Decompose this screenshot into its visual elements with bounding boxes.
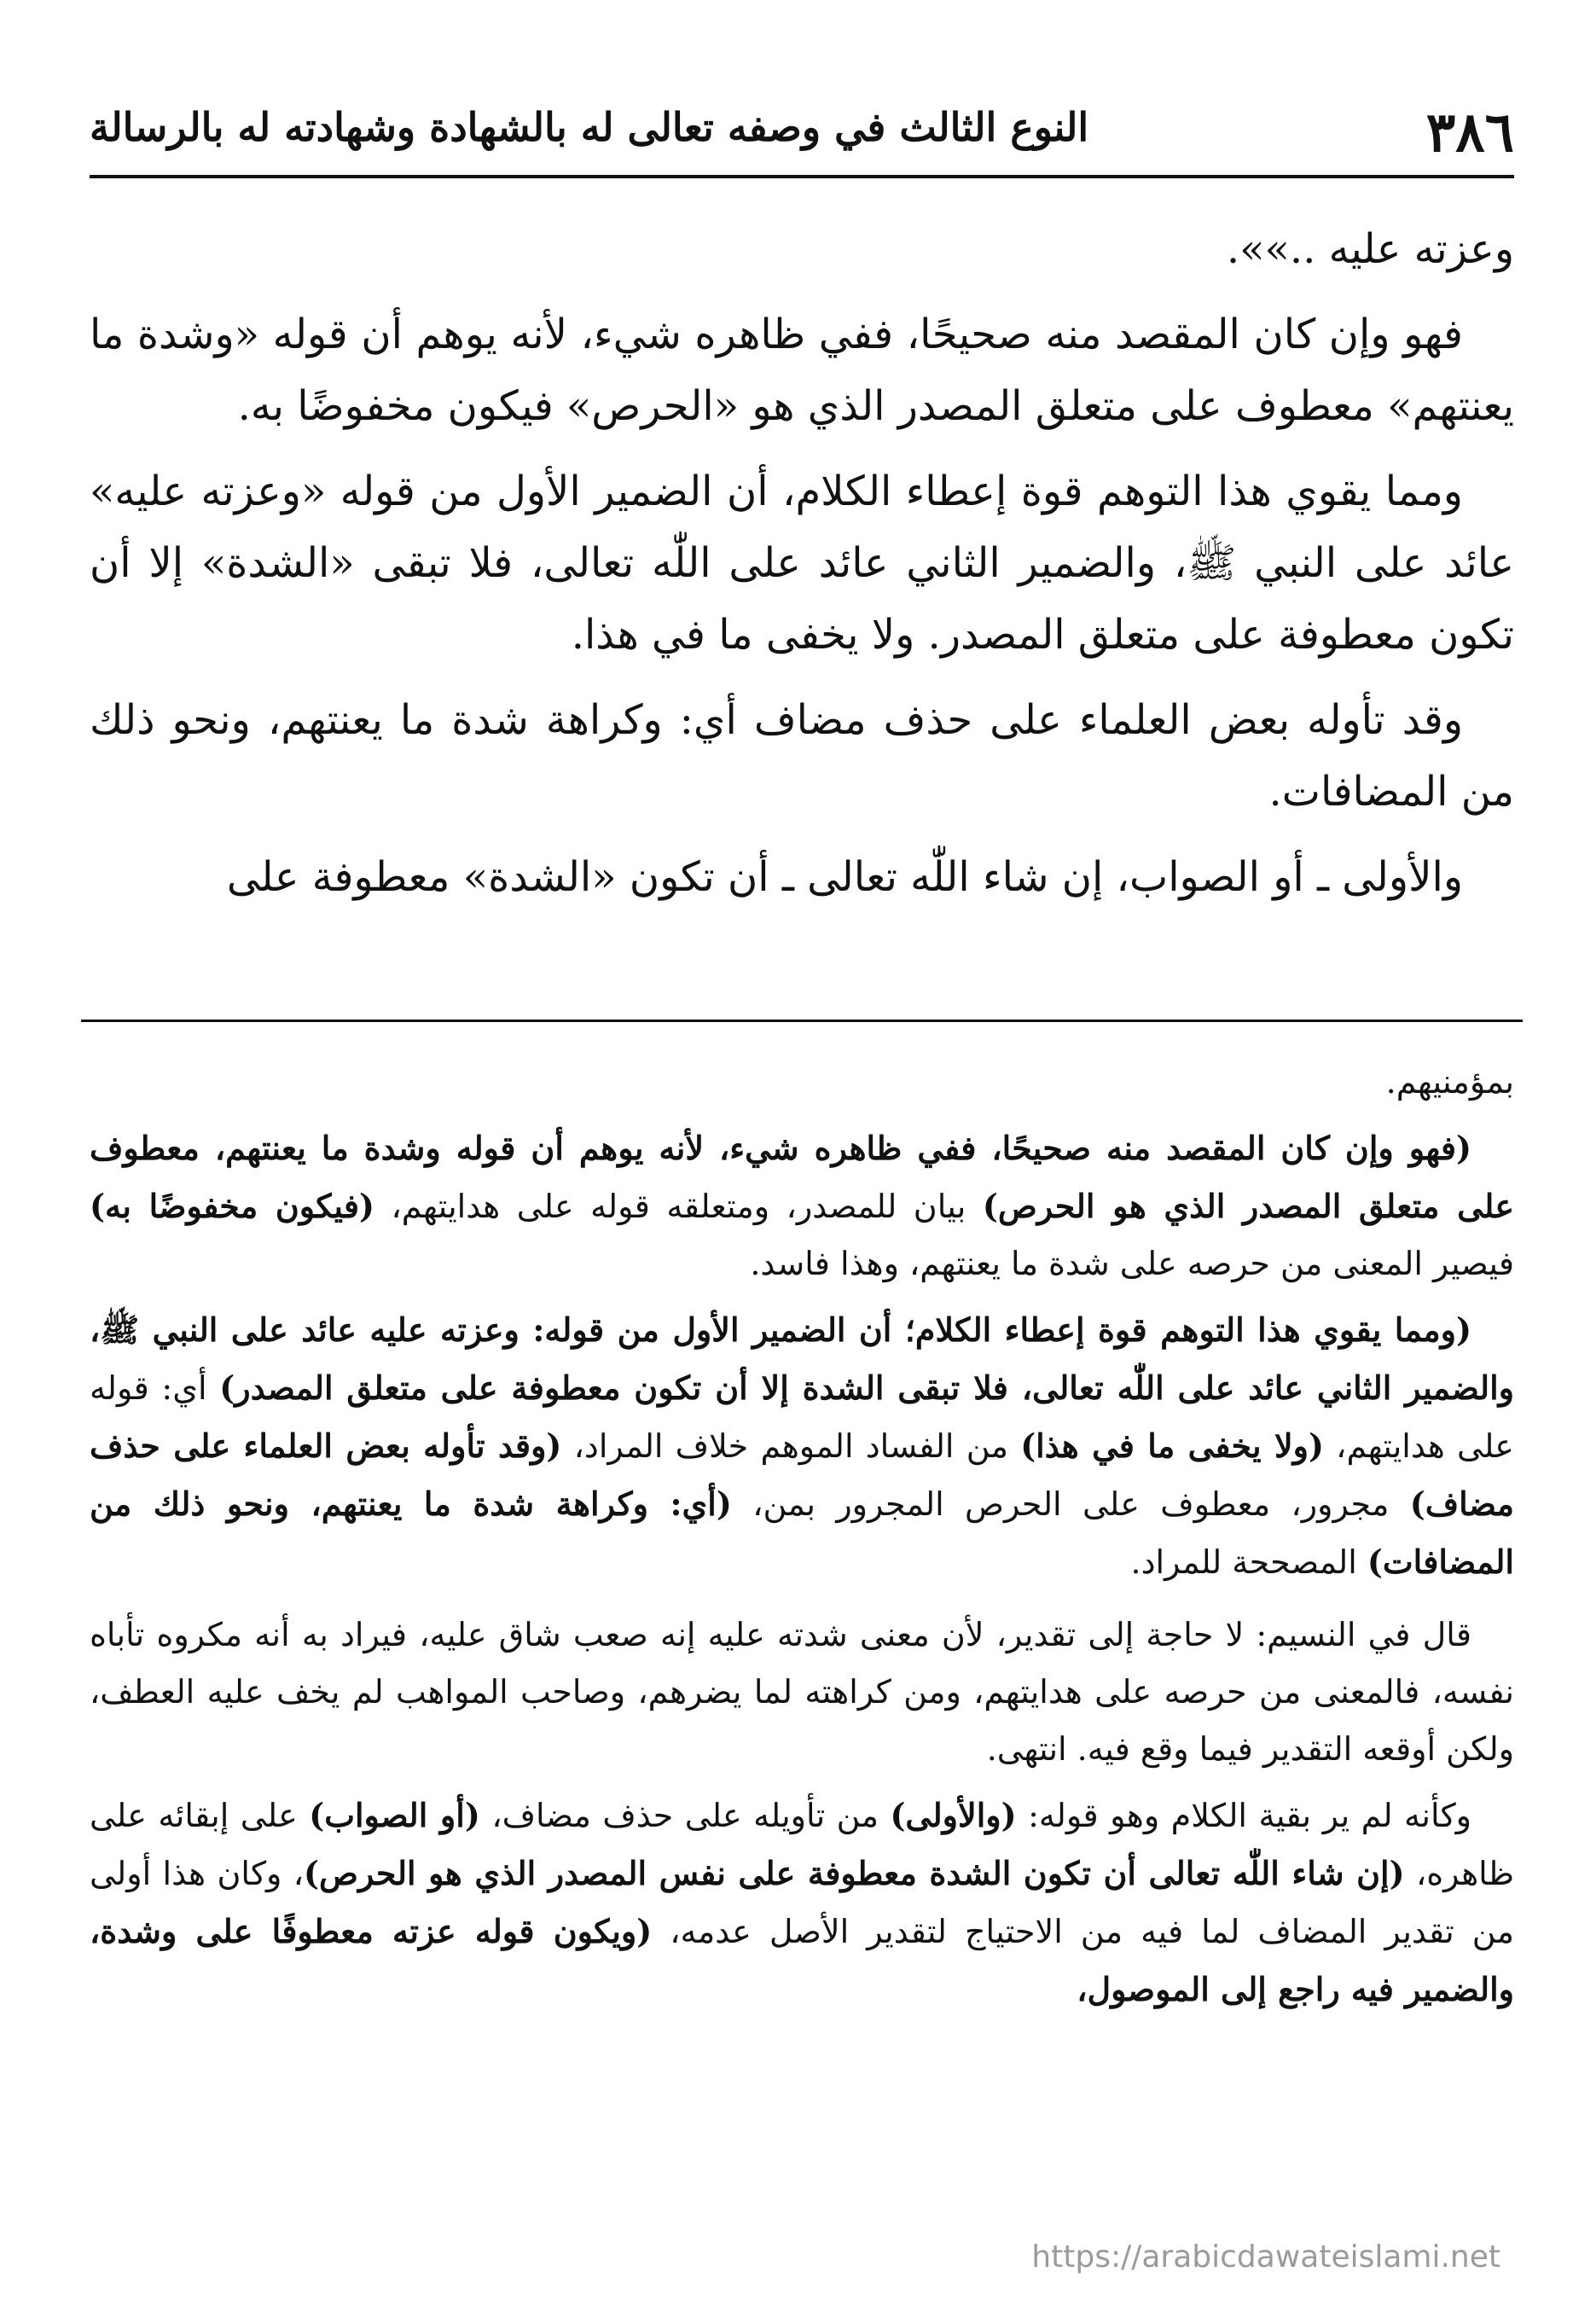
commentary-text: على إبقائه على ظاهره، [90, 1797, 1514, 1892]
commentary [90, 1054, 1514, 2027]
commentary-text: من الفساد الموهم خلاف المراد، [561, 1427, 1021, 1465]
main-paragraph: ومما يقوي هذا التوهم قوة إعطاء الكلام، أن الضمير الأول من قوله «وعزته عليه» عائد على النبي ﷺ، والضمير الثاني عائد على اللّٰه تعالى، فلا تبقى «الشدة» إلا أن تكون معطوفة على متعلق المصدر. ولا يخفى ما في هذا. [90, 468, 1514, 659]
commentary-text: من تأويله على حذف مضاف، [479, 1797, 891, 1834]
main-paragraph: والأولى ـ أو الصواب، إن شاء اللّٰه تعالى ـ أن تكون «الشدة» معطوفة على [226, 853, 1463, 901]
quoted-text: (أي: وكراهة شدة ما يعنتهم، ونحو ذلك من المضافات) [90, 1484, 1514, 1581]
commentary-text: ، وكان هذا أولى من تقدير المضاف لما فيه من الاحتياج لتقدير الأصل عدمه، [90, 1855, 1514, 1950]
commentary-text: فيصير المعنى من حرصه على شدة ما يعنتهم، وهذا فاسد. [750, 1245, 1514, 1282]
quoted-text: (فيكون مخفوضًا به) [90, 1187, 374, 1225]
commentary-paragraph [90, 1054, 1514, 1111]
commentary-text: قال في النسيم: لا حاجة إلى تقدير، لأن معنى شدته عليه إنه صعب شاق عليه، فيراد به أنه مكروه تأباه نفسه، فالمعنى من حرصه على هدايتهم، ومن كراهته لما يضرهم، وصاحب المواهب لم يخف عليه العطف، ولكن أوقعه التقدير فيما وقع فيه. انتهى. [90, 1616, 1514, 1768]
page-header [90, 94, 1514, 188]
quoted-text: (وقد تأوله بعض العلماء على حذف مضاف) [90, 1426, 1514, 1523]
commentary-paragraph [90, 1119, 1514, 1293]
quoted-text: (أو الصواب) [309, 1796, 480, 1834]
main-paragraph: فهو وإن كان المقصد منه صحيحًا، ففي ظاهره شيء، لأنه يوهم أن قوله «وشدة ما يعنتهم» معطوف على متعلق المصدر الذي هو «الحرص» فيكون مخفوضًا به. [90, 311, 1514, 430]
quoted-text: (إن شاء اللّٰه تعالى أن تكون الشدة معطوفة على نفس المصدر الذي هو الحرص) [304, 1854, 1405, 1892]
main-paragraph: وعزته عليه ..»». [1226, 225, 1514, 273]
commentary-text: وكأنه لم ير بقية الكلام وهو قوله: [1016, 1797, 1472, 1834]
page-number: ٣٨٦ [1425, 101, 1514, 165]
main-text [90, 213, 1514, 927]
commentary-text: المصححة للمراد. [1130, 1543, 1367, 1581]
footnote-rule [81, 1020, 1523, 1022]
quoted-text: (فهو وإن كان المقصد منه صحيحًا، ففي ظاهره شيء، لأنه يوهم أن قوله وشدة ما يعنتهم، معطوف على متعلق المصدر الذي هو الحرص) [90, 1129, 1514, 1225]
block-separator [90, 1600, 1514, 1606]
main-paragraph: وقد تأوله بعض العلماء على حذف مضاف أي: وكراهة شدة ما يعنتهم، ونحو ذلك من المضافات. [90, 696, 1514, 816]
commentary-text: بيان للمصدر، ومتعلقه قوله على هدايتهم، [374, 1188, 983, 1225]
header-rule [90, 175, 1514, 178]
running-title: النوع الثالث في وصفه تعالى له بالشهادة وشهادته له بالرسالة [90, 104, 1089, 150]
commentary-paragraph [90, 1787, 1514, 2019]
quoted-text: (ويكون قوله عزته معطوفًا على وشدة، والضمير فيه راجع إلى الموصول، [90, 1912, 1514, 2008]
watermark-url: https://arabicdawateislami.net [1031, 2240, 1500, 2275]
commentary-text: بمؤمنيهم. [1385, 1063, 1514, 1101]
commentary-text: أي: قوله على هدايتهم، [90, 1369, 1514, 1465]
commentary-paragraph [90, 1301, 1514, 1591]
quoted-text: (ولا يخفى ما في هذا) [1020, 1426, 1324, 1465]
commentary-text: مجرور، معطوف على الحرص المجرور بمن، [731, 1485, 1410, 1523]
commentary-paragraph [90, 1606, 1514, 1778]
quoted-text: (ومما يقوي هذا التوهم قوة إعطاء الكلام؛ أن الضمير الأول من قوله: وعزته عليه عائد على النبي ﷺ، والضمير الثاني عائد على اللّٰه تعالى، فلا تبقى الشدة إلا أن تكون معطوفة على متعلق المصدر) [90, 1310, 1514, 1407]
quoted-text: (والأولى) [890, 1796, 1017, 1834]
